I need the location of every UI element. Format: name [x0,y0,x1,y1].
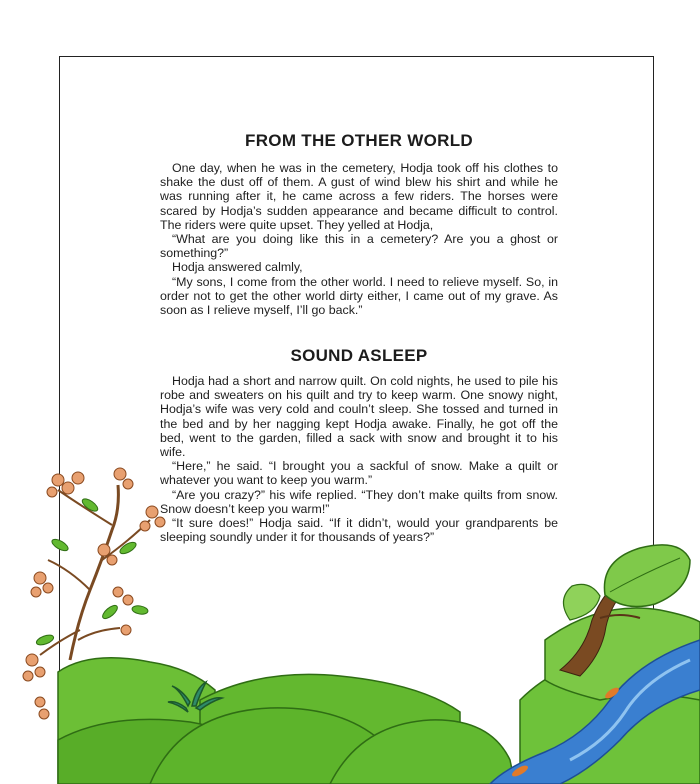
flower-icon [107,555,117,565]
story-title: FROM THE OTHER WORLD [245,131,473,150]
story-paragraph: “Are you crazy?” his wife replied. “They don’t make quilts from snow. Snow doesn’t keep you warm!” [160,487,558,516]
vine-stem [78,628,120,640]
leaf-icon [118,540,138,556]
flower-icon [35,667,45,677]
flower-icon [52,474,64,486]
flower-icon [35,697,45,707]
flower-icon [140,521,150,531]
flower-icon [34,572,46,584]
story-paragraph: Hodja had a short and narrow quilt. On cold nights, he used to pile his robe and sweaters on his quilt and try to keep warm. One snowy night, Hodja’s wife was very cold and couln’t sleep. She tossed and turned in the bed and by her nagging kept Hodja awake. Finally, he got off the bed, went to the garden, filled a sack with snow and brought it to his wife. [160,374,558,460]
vine-stem [58,490,112,525]
flower-icon [62,482,74,494]
leaf-icon [50,537,70,553]
story-paragraph: “My sons, I come from the other world. I need to relieve myself. So, in order not to get the other world dirty either, I came out of my grave. As soon as I relieve myself, I’ll go back.” [160,274,558,318]
story-paragraph: “What are you doing like this in a cemetery? Are you a ghost or something?” [160,232,558,261]
story-paragraph: Hodja answered calmly, [172,260,303,275]
flower-icon [23,671,33,681]
flower-icon [47,487,57,497]
flower-icon [146,506,158,518]
flower-icon [123,595,133,605]
flower-icon [98,544,110,556]
story-paragraph: “Here,” he said. “I brought you a sackful of snow. Make a quilt or whatever you want to keep you warm.” [160,459,558,488]
flower-icon [31,587,41,597]
leaf-icon [131,605,148,616]
flower-icon [72,472,84,484]
story-paragraph: One day, when he was in the cemetery, Hodja took off his clothes to shake the dust off of them. A gust of wind blew his shirt and while he was running after it, he came across a few riders. The horses were scared by Hodja’s sudden appearance and became difficult to control. The riders were quite upset. They yelled at Hodja, [160,161,558,232]
flower-icon [26,654,38,666]
flower-icon [114,468,126,480]
flower-icon [155,517,165,527]
flower-icon [121,625,131,635]
leaf-icon [101,603,120,621]
leaf-icon [604,545,690,607]
flower-icon [123,479,133,489]
vine-stem [48,560,90,590]
story-title: SOUND ASLEEP [290,346,428,365]
leaf-icon [35,633,55,647]
flower-icon [113,587,123,597]
flower-icon [39,709,49,719]
flower-icon [43,583,53,593]
story-paragraph: “It sure does!” Hodja said. “If it didn’t, would your grandparents be sleeping soundly under it for thousands of years?” [160,516,558,545]
